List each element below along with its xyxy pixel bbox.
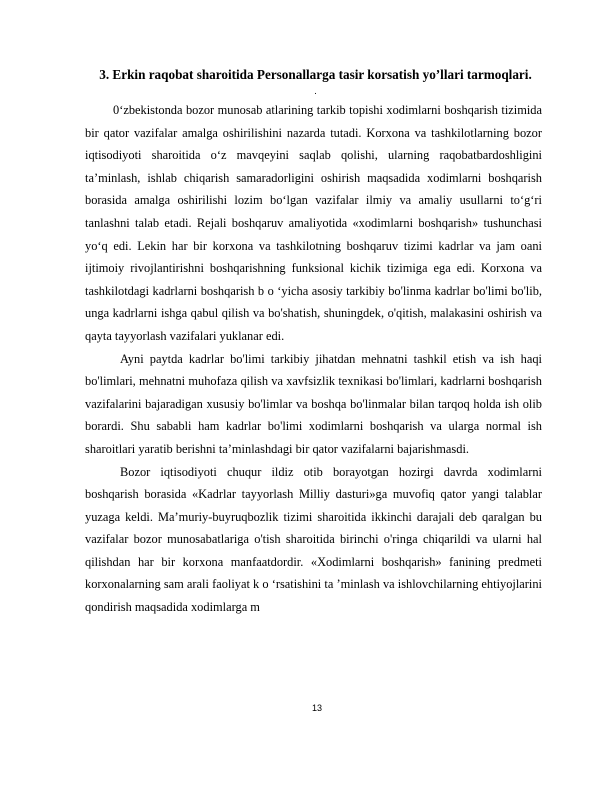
page-number: 13	[311, 703, 322, 713]
paragraph-1: 0‘zbekistonda bozor munosab atlarining tarkib topishi xodimlarni boshqarish tizimida bir qator vazifalar amalga oshirilishini nazarda tutadi. Korxona va tashkilotlarning bozor iqtisodiyoti sharoitida o‘z mavqeyini saqlab qolishi, ularning raqobatbardoshligini ta’minlash, ishlab chiqarish samaradorligini oshirish maqsadida xodimlarni boshqarish borasida amalga oshirilishi lozim bo‘lgan vazifalar ilmiy va amaliy usullarni to‘g‘ri tanlashni talab etadi. Rejali boshqaruv amaliyotida «xodimlarni boshqarish» tushunchasi yo‘q edi. Lekin har bir korxona va tashkilotning boshqaruv tizimi kadrlar va jam oani ijtimoiy rivojlantirishni boshqarishning funksional kichik tizimiga ega edi. Korxona va tashkilotdagi kadrlarni boshqarish b o ‘yicha asosiy tarkibiy bo'linma kadrlar bo'limi bo'lib, unga kadrlarni ishga qabul qilish va bo'shatish, shuningdek, o'qitish, malakasini oshirish va qayta tayyorlash vazifalari yuklanar edi.	[85, 103, 542, 343]
paragraph-3: Bozor iqtisodiyoti chuqur ildiz otib borayotgan hozirgi davrda xodimlarni boshqarish borasida «Kadrlar tayyorlash Milliy dasturi»ga muvofiq qator yangi talablar yuzaga keldi. Ma’muriy-buyruqbozlik tizimi sharoitida ikkinchi darajali deb qaralgan bu vazifalar bozor munosabatlariga o'tish sharoitida birinchi o'ringa chiqarildi va ularni hal qilishdan har bir korxona manfaatdordir. «Xodimlarni boshqarish» fanining predmeti korxonalarning sam arali faoliyat k o ‘rsatishini ta ’minlash va ishlovchilarning ehtiyojlarini qondirish maqsadida xodimlarga m	[85, 464, 542, 615]
document-page	[85, 66, 542, 619]
separator-dot: .	[314, 86, 317, 96]
paragraph-2: Ayni paytda kadrlar bo'limi tarkibiy jihatdan mehnatni tashkil etish va ish haqi bo'limlari, mehnatni muhofaza qilish va xavfsizlik texnikasi bo'limlari, kadrlarni boshqarish vazifalarini bajaradigan xususiy bo'limlar va boshqa bo'linmalar bilan tarqoq holda ish olib borardi. Shu sababli ham kadrlar bo'limi xodimlarni boshqarish va ularga normal ish sharoitlari yaratib berishni ta’minlashdagi bir qator vazifalarni bajarishmasdi.	[85, 351, 542, 456]
section-title: 3. Erkin raqobat sharoitida Personallarga tasir korsatish yo’llari tarmoqlari.	[99, 67, 532, 82]
